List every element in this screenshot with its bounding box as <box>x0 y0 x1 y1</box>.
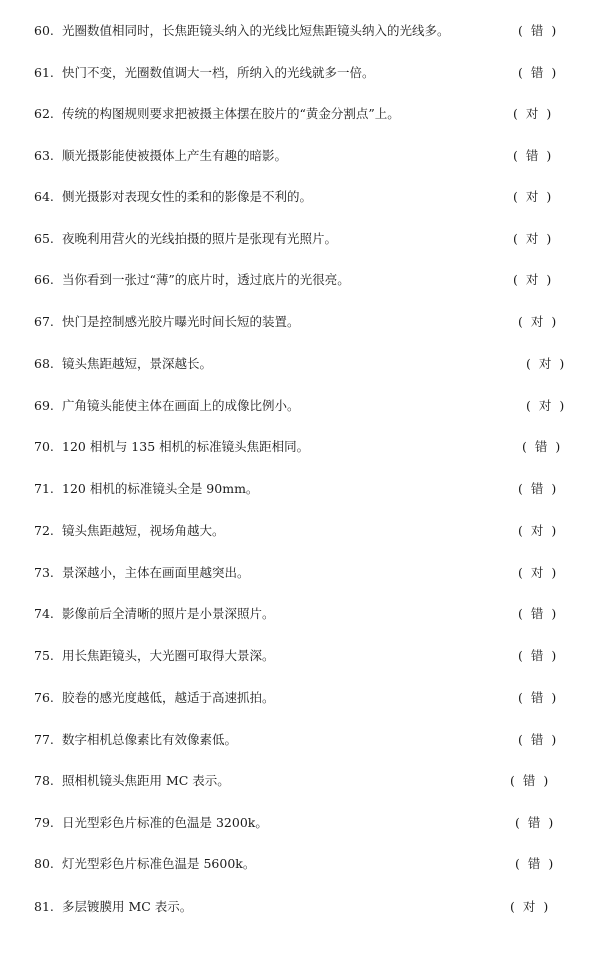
item-answer: ( 错 ) <box>518 65 559 80</box>
item-answer: ( 错 ) <box>518 648 559 663</box>
item-text: 胶卷的感光度越低，越适于高速抓拍。 <box>62 690 275 705</box>
item-number: 62. <box>34 106 54 121</box>
item-text: 光圈数值相同时，长焦距镜头纳入的光线比短焦距镜头纳入的光线多。 <box>62 23 450 38</box>
item-number: 67. <box>34 314 54 329</box>
list-item <box>34 604 275 624</box>
item-answer: ( 对 ) <box>518 314 559 329</box>
item-text: 日光型彩色片标准的色温是 3200k。 <box>62 815 268 830</box>
item-text: 顺光摄影能使被摄体上产生有趣的暗影。 <box>62 148 288 163</box>
item-answer: ( 错 ) <box>518 23 559 38</box>
list-item <box>34 229 337 249</box>
item-answer: ( 对 ) <box>513 231 554 246</box>
item-answer: ( 对 ) <box>510 899 551 914</box>
item-text: 景深越小，主体在画面里越突出。 <box>62 565 250 580</box>
item-text: 快门不变，光圈数值调大一档，所纳入的光线就多一倍。 <box>62 65 375 80</box>
item-text: 当你看到一张过“薄”的底片时，透过底片的光很亮。 <box>62 272 350 287</box>
item-text: 照相机镜头焦距用 MC 表示。 <box>62 773 230 788</box>
item-answer: ( 对 ) <box>526 356 567 371</box>
list-item <box>34 897 192 917</box>
item-text: 数字相机总像素比有效像素低。 <box>62 732 238 747</box>
item-text: 灯光型彩色片标准色温是 5600k。 <box>62 856 256 871</box>
item-answer: ( 错 ) <box>522 439 563 454</box>
item-text: 120 相机的标准镜头全是 90mm。 <box>62 481 259 496</box>
item-text: 镜头焦距越短，景深越长。 <box>62 356 213 371</box>
list-item <box>34 563 250 583</box>
item-number: 61. <box>34 65 54 80</box>
item-answer: ( 错 ) <box>518 481 559 496</box>
item-text: 传统的构图规则要求把被摄主体摆在胶片的“黄金分割点”上。 <box>62 106 400 121</box>
item-number: 63. <box>34 148 54 163</box>
item-number: 73. <box>34 565 54 580</box>
item-text: 多层镀膜用 MC 表示。 <box>62 899 193 914</box>
item-answer: ( 对 ) <box>518 565 559 580</box>
item-number: 76. <box>34 690 54 705</box>
list-item <box>34 187 312 207</box>
item-text: 夜晚利用营火的光线拍摄的照片是张现有光照片。 <box>62 231 338 246</box>
item-answer: ( 错 ) <box>515 815 556 830</box>
list-item <box>34 63 375 83</box>
item-text: 广角镜头能使主体在画面上的成像比例小。 <box>62 398 300 413</box>
item-number: 80. <box>34 856 54 871</box>
list-item <box>34 688 275 708</box>
list-item <box>34 521 225 541</box>
item-text: 镜头焦距越短，视场角越大。 <box>62 523 225 538</box>
item-answer: ( 对 ) <box>526 398 567 413</box>
item-number: 78. <box>34 773 54 788</box>
list-item <box>34 437 309 457</box>
item-answer: ( 对 ) <box>513 189 554 204</box>
item-number: 69. <box>34 398 54 413</box>
list-item <box>34 396 300 416</box>
list-item <box>34 646 275 666</box>
item-number: 81. <box>34 899 54 914</box>
item-text: 侧光摄影对表现女性的柔和的影像是不利的。 <box>62 189 313 204</box>
item-number: 74. <box>34 606 54 621</box>
item-answer: ( 错 ) <box>518 732 559 747</box>
item-answer: ( 错 ) <box>518 606 559 621</box>
item-text: 120 相机与 135 相机的标准镜头焦距相同。 <box>62 439 310 454</box>
list-item <box>34 854 255 874</box>
item-answer: ( 错 ) <box>515 856 556 871</box>
list-item <box>34 479 258 499</box>
item-number: 65. <box>34 231 54 246</box>
item-number: 77. <box>34 732 54 747</box>
list-item <box>34 813 268 833</box>
item-number: 60. <box>34 23 54 38</box>
item-answer: ( 对 ) <box>513 106 554 121</box>
list-item <box>34 146 287 166</box>
item-answer: ( 对 ) <box>513 272 554 287</box>
item-answer: ( 错 ) <box>513 148 554 163</box>
item-number: 72. <box>34 523 54 538</box>
item-number: 75. <box>34 648 54 663</box>
list-item <box>34 354 212 374</box>
item-text: 快门是控制感光胶片曝光时间长短的装置。 <box>62 314 300 329</box>
list-item <box>34 21 450 41</box>
item-number: 79. <box>34 815 54 830</box>
item-number: 71. <box>34 481 54 496</box>
item-text: 用长焦距镜头，大光圈可取得大景深。 <box>62 648 275 663</box>
list-item <box>34 771 230 791</box>
item-answer: ( 错 ) <box>510 773 551 788</box>
item-number: 66. <box>34 272 54 287</box>
item-answer: ( 错 ) <box>518 690 559 705</box>
item-number: 70. <box>34 439 54 454</box>
list-item <box>34 312 300 332</box>
list-item <box>34 270 350 290</box>
list-item <box>34 104 400 124</box>
item-number: 64. <box>34 189 54 204</box>
list-item <box>34 730 237 750</box>
item-answer: ( 对 ) <box>518 523 559 538</box>
item-number: 68. <box>34 356 54 371</box>
item-text: 影像前后全清晰的照片是小景深照片。 <box>62 606 275 621</box>
